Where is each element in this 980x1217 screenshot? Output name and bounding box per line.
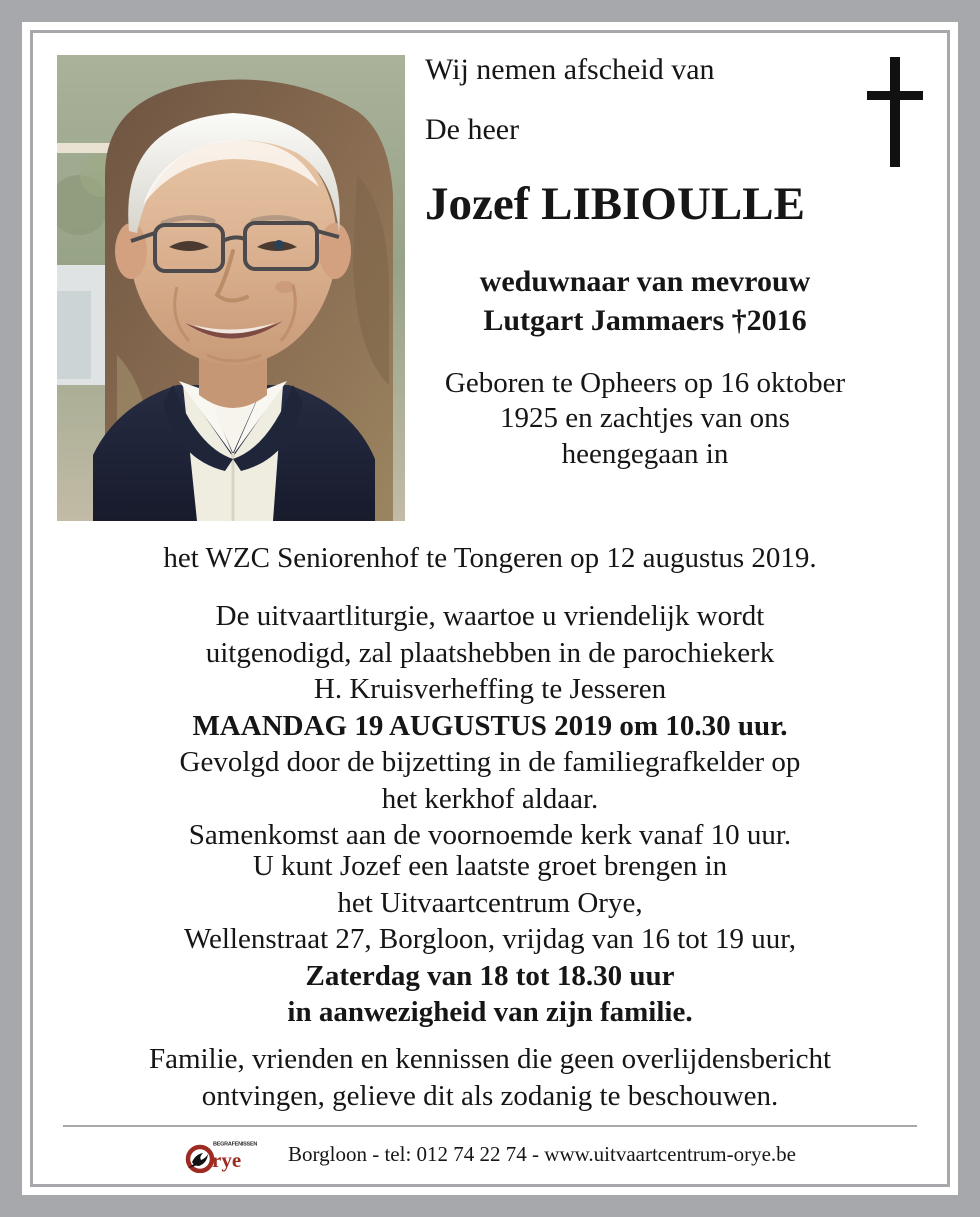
liturgy-line-1: De uitvaartliturgie, waartoe u vriendelijk wordt [215,600,765,632]
service-datetime: MAANDAG 19 AUGUSTUS 2019 om 10.30 uur. [192,709,788,742]
birth-line-1: Geboren te Opheers op 16 oktober [444,367,846,399]
liturgy-line-3: H. Kruisverheffing te Jesseren [313,673,667,706]
footer-contact: Borgloon - tel: 012 74 22 74 - www.uitvaartcentrum-orye.be [288,1142,796,1167]
cross-vertical-bar [890,57,900,167]
visitation-block [33,848,947,1031]
announcement-content [33,33,947,1184]
footer [33,1137,947,1173]
visitation-saturday-hours: Zaterdag van 18 tot 18.30 uur [305,959,675,992]
visitation-address-hours: Wellenstraat 27, Borgloon, vrijdag van 16 tot 19 uur, [183,923,797,956]
visitation-family-note: in aanwezigheid van zijn familie. [287,996,693,1029]
cross-horizontal-bar [867,91,923,100]
birth-line-2: 1925 en zachtjes van ons [500,402,790,435]
spouse-block [425,262,865,340]
svg-text:BEGRAFENISSEN: BEGRAFENISSEN [213,1141,258,1148]
death-location-line: het WZC Seniorenhof te Tongeren op 12 augustus 2019. [163,542,817,574]
farewell-line: Wij nemen afscheid van [425,53,715,86]
deceased-name: Jozef LIBIOULLE [425,178,805,230]
liturgy-line-2: uitgenodigd, zal plaatshebben in de parochiekerk [205,636,775,669]
liturgy-block [33,598,947,854]
spouse-line-1: weduwnaar van mevrouw [479,265,811,298]
closing-note [33,1041,947,1114]
visitation-line-1: U kunt Jozef een laatste groet brengen in [252,850,728,882]
portrait-photo [57,55,405,521]
liturgy-line-5: Gevolgd door de bijzetting in de familiegrafkelder op [179,746,801,779]
footer-divider [63,1125,917,1127]
latin-cross-icon [865,57,925,167]
honorific-line: De heer [425,113,520,146]
closing-line-2: ontvingen, gelieve dit als zodanig te beschouwen. [201,1079,779,1112]
header-column [425,55,865,472]
svg-text:rye: rye [212,1148,242,1172]
liturgy-line-6: het kerkhof aldaar. [381,782,599,815]
closing-line-1: Familie, vrienden en kennissen die geen overlijdensbericht [148,1043,832,1075]
birth-block [425,366,865,472]
spouse-line-2: Lutgart Jammaers †2016 [483,304,807,337]
liturgy-line-7: Samenkomst aan de voornoemde kerk vanaf 10 uur. [188,819,792,852]
orye-logo-icon [184,1137,270,1173]
visitation-venue: het Uitvaartcentrum Orye, [337,886,643,919]
birth-line-3: heengegaan in [561,437,729,470]
